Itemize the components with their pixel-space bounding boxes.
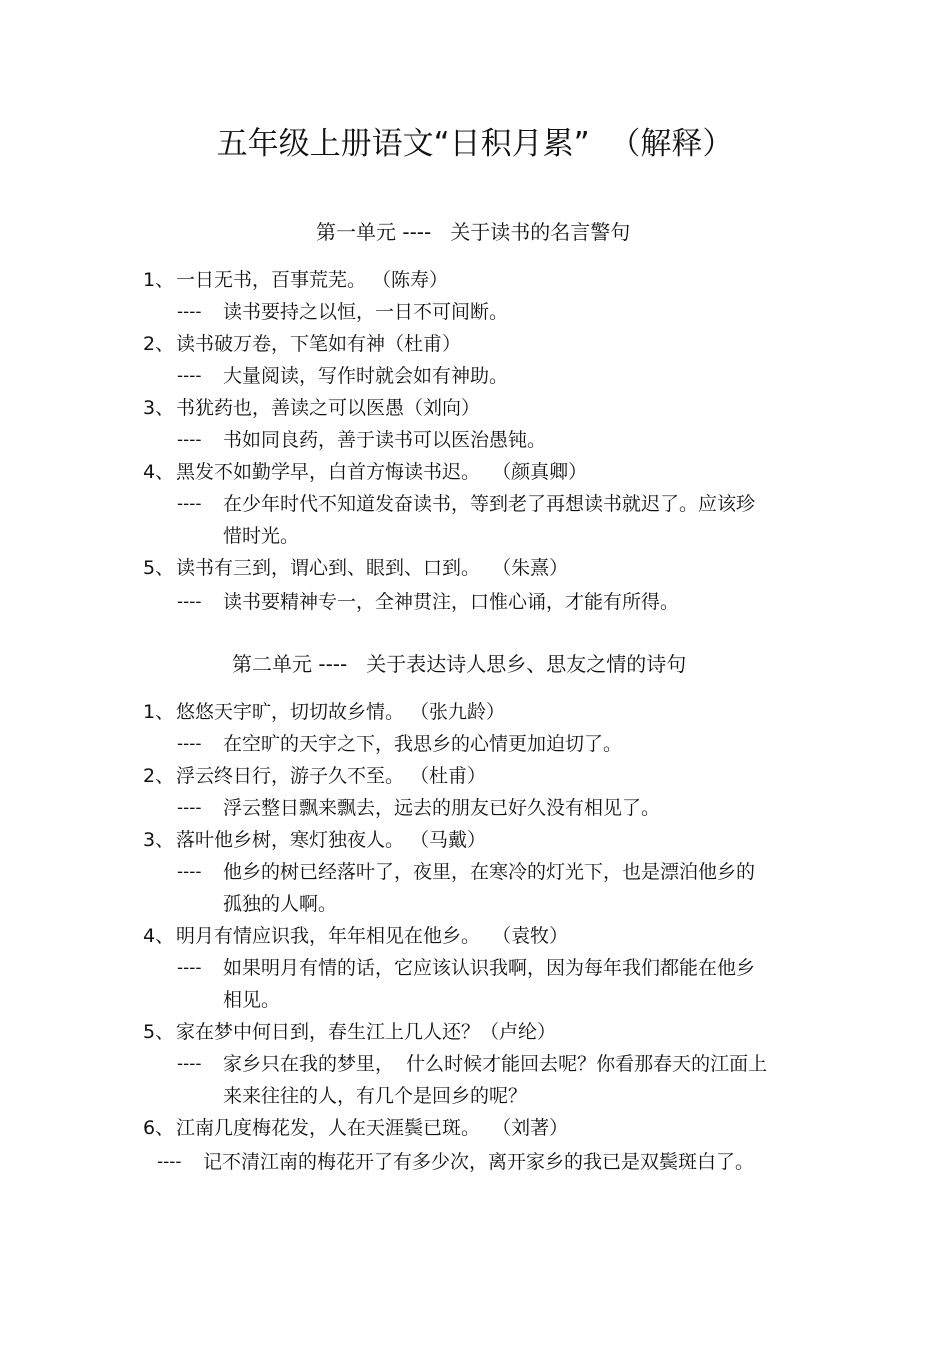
- quote-text: 浮云终日行，游子久不至。 （杜甫）: [176, 765, 487, 787]
- explanation-text: 记不清江南的梅花开了有多少次，离开家乡的我已是双鬓斑白了。: [203, 1151, 755, 1173]
- item-number: 5、: [143, 1021, 175, 1043]
- explanation-text: 大量阅读，写作时就会如有神助。: [223, 365, 509, 387]
- explain-dash: ----: [177, 430, 202, 450]
- explanation-text: 孤独的人啊。: [223, 893, 338, 915]
- item-number: 2、: [143, 333, 175, 355]
- explanation-text: 如果明月有情的话，它应该认识我啊，因为每年我们都能在他乡: [223, 957, 756, 979]
- quote-text: 家在梦中何日到，春生江上几人还？（卢纶）: [176, 1021, 557, 1043]
- item-number: 1、: [143, 701, 175, 723]
- quote-text: 落叶他乡树，寒灯独夜人。 （马戴）: [176, 829, 487, 851]
- explanation-text: 他乡的树已经落叶了，夜里，在寒冷的灯光下，也是漂泊他乡的: [223, 861, 756, 883]
- quote-text: 悠悠天宇旷，切切故乡情。 （张九龄）: [176, 701, 506, 723]
- item-number: 1、: [143, 269, 175, 291]
- explanation-text: 惜时光。: [223, 525, 300, 547]
- explanation-text: 来来往往的人，有几个是回乡的呢？: [223, 1085, 528, 1107]
- explain-dash: ----: [157, 1152, 182, 1172]
- explain-dash: ----: [177, 1054, 202, 1074]
- item-number: 3、: [143, 829, 175, 851]
- explanation-text: 家乡只在我的梦里， 什么时候才能回去呢？你看那春天的江面上: [223, 1053, 768, 1075]
- explanation-text: 读书要持之以恒，一日不可间断。: [223, 301, 509, 323]
- explain-dash: ----: [177, 302, 202, 322]
- item-number: 6、: [143, 1117, 175, 1139]
- explanation-text: 在空旷的天宇之下，我思乡的心情更加迫切了。: [223, 733, 623, 755]
- item-number: 5、: [143, 557, 175, 579]
- quote-text: 一日无书，百事荒芜。 （陈寿）: [176, 269, 449, 291]
- item-number: 4、: [143, 461, 175, 483]
- unit-2-heading: 第二单元 ---- 关于表达诗人思乡、思友之情的诗句: [232, 652, 687, 676]
- item-number: 2、: [143, 765, 175, 787]
- item-number: 4、: [143, 925, 175, 947]
- explain-dash: ----: [177, 798, 202, 818]
- explain-dash: ----: [177, 734, 202, 754]
- explain-dash: ----: [177, 592, 202, 612]
- quote-text: 书犹药也，善读之可以医愚（刘向）: [176, 397, 481, 419]
- explanation-text: 浮云整日飘来飘去，远去的朋友已好久没有相见了。: [223, 797, 661, 819]
- explanation-text: 在少年时代不知道发奋读书，等到老了再想读书就迟了。应该珍: [223, 493, 756, 515]
- document-title: 五年级上册语文“日积月累” （解释）: [216, 126, 734, 162]
- quote-text: 黑发不如勤学早，白首方悔读书迟。 （颜真卿）: [176, 461, 588, 483]
- explain-dash: ----: [177, 862, 202, 882]
- quote-text: 读书有三到，谓心到、眼到、口到。 （朱熹）: [176, 557, 569, 579]
- explanation-text: 书如同良药，善于读书可以医治愚钝。: [223, 429, 547, 451]
- item-number: 3、: [143, 397, 175, 419]
- explain-dash: ----: [177, 958, 202, 978]
- unit-1-heading: 第一单元 ---- 关于读书的名言警句: [316, 220, 631, 244]
- explain-dash: ----: [177, 366, 202, 386]
- explain-dash: ----: [177, 494, 202, 514]
- quote-text: 江南几度梅花发，人在天涯鬓已斑。 （刘著）: [176, 1117, 569, 1139]
- quote-text: 读书破万卷，下笔如有神（杜甫）: [176, 333, 462, 355]
- quote-text: 明月有情应识我，年年相见在他乡。 （袁牧）: [176, 925, 569, 947]
- explanation-text: 相见。: [223, 989, 281, 1011]
- explanation-text: 读书要精神专一，全神贯注，口惟心诵，才能有所得。: [223, 591, 680, 613]
